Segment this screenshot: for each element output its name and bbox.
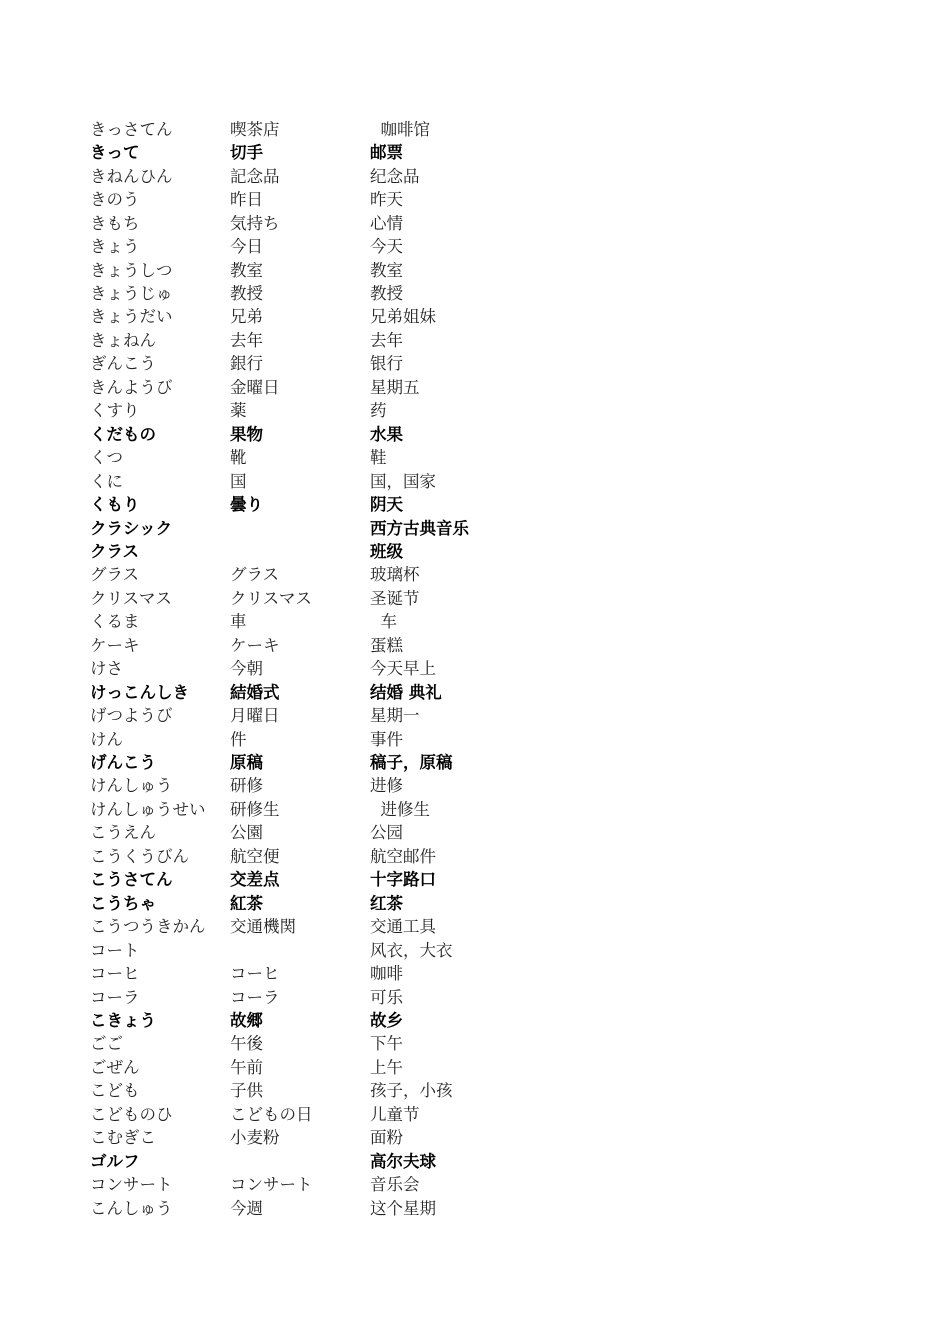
kana-cell: クラス (90, 541, 140, 561)
chinese-cell: 玻璃杯 (370, 565, 420, 585)
kana-cell: こむぎこ (90, 1128, 156, 1148)
chinese-cell: 咖啡馆 (370, 119, 430, 139)
kana-cell: きねんひん (90, 166, 173, 186)
kanji-cell: 教室 (230, 260, 263, 280)
kanji-cell: クリスマス (230, 588, 312, 608)
vocab-row (90, 631, 610, 654)
kanji-cell: ケーキ (230, 635, 280, 655)
vocab-row (90, 584, 610, 607)
chinese-cell: 十字路口 (370, 870, 436, 890)
kana-cell: こうえん (90, 823, 156, 843)
kanji-cell: 兄弟 (230, 307, 263, 327)
vocab-row (90, 1194, 610, 1217)
chinese-cell: 红茶 (370, 893, 403, 913)
kanji-cell: 銀行 (230, 354, 263, 374)
kana-cell: こきょう (90, 1010, 156, 1030)
vocab-row (90, 1170, 610, 1193)
chinese-cell: 这个星期 (370, 1198, 436, 1218)
kanji-cell: 曇り (230, 495, 263, 515)
chinese-cell: 公园 (370, 823, 403, 843)
kanji-cell: グラス (230, 565, 280, 585)
vocab-row (90, 842, 610, 865)
vocab-row (90, 725, 610, 748)
vocab-row (90, 232, 610, 255)
chinese-cell: 孩子，小孩 (370, 1081, 453, 1101)
vocab-row (90, 701, 610, 724)
kana-cell: こんしゅう (90, 1198, 173, 1218)
vocab-row (90, 350, 610, 373)
kanji-cell: 午後 (230, 1034, 263, 1054)
chinese-cell: 鞋 (370, 448, 387, 468)
vocab-row (90, 396, 610, 419)
kana-cell: げつようび (90, 706, 173, 726)
kana-cell: きょうだい (90, 307, 173, 327)
vocab-row (90, 748, 610, 771)
kanji-cell: 今朝 (230, 659, 263, 679)
vocab-row (90, 138, 610, 161)
kana-cell: けんしゅうせい (90, 799, 206, 819)
chinese-cell: 稿子，原稿 (370, 753, 453, 773)
kana-cell: けん (90, 729, 123, 749)
kana-cell: きょねん (90, 330, 156, 350)
kanji-cell: 金曜日 (230, 377, 280, 397)
chinese-cell: 面粉 (370, 1128, 403, 1148)
kana-cell: こうくうびん (90, 846, 189, 866)
vocab-row (90, 185, 610, 208)
vocab-row (90, 1053, 610, 1076)
vocab-row (90, 209, 610, 232)
kanji-cell: 月曜日 (230, 706, 280, 726)
chinese-cell: 咖啡 (370, 964, 403, 984)
chinese-cell: 阴天 (370, 495, 403, 515)
chinese-cell: 心情 (370, 213, 403, 233)
kana-cell: こどものひ (90, 1104, 173, 1124)
vocab-row (90, 959, 610, 982)
vocab-row (90, 162, 610, 185)
kana-cell: くもり (90, 495, 140, 515)
chinese-cell: 航空邮件 (370, 846, 436, 866)
kana-cell: けんしゅう (90, 776, 173, 796)
kana-cell: コンサート (90, 1175, 173, 1195)
chinese-cell: 交通工具 (370, 917, 436, 937)
vocab-row (90, 1006, 610, 1029)
chinese-cell: 下午 (370, 1034, 403, 1054)
chinese-cell: 星期五 (370, 377, 420, 397)
vocab-row (90, 912, 610, 935)
kana-cell: コート (90, 940, 140, 960)
kana-cell: きって (90, 143, 140, 163)
kanji-cell: コーラ (230, 987, 280, 1007)
kana-cell: くるま (90, 612, 140, 632)
chinese-cell: 进修生 (370, 799, 430, 819)
kana-cell: きょうしつ (90, 260, 173, 280)
kana-cell: こうつうきかん (90, 917, 206, 937)
kana-cell: ぎんこう (90, 354, 156, 374)
kana-cell: きもち (90, 213, 140, 233)
vocab-row (90, 1123, 610, 1146)
kanji-cell: コーヒ (230, 964, 280, 984)
chinese-cell: 上午 (370, 1057, 403, 1077)
kanji-cell: 今日 (230, 237, 263, 257)
kana-cell: ごご (90, 1034, 123, 1054)
chinese-cell: 结婚 典礼 (370, 682, 442, 702)
chinese-cell: 风衣，大衣 (370, 940, 453, 960)
kanji-cell: こどもの日 (230, 1104, 313, 1124)
chinese-cell: 蛋糕 (370, 635, 403, 655)
kanji-cell: 切手 (230, 143, 263, 163)
kana-cell: ゴルフ (90, 1151, 140, 1171)
kanji-cell: 小麦粉 (230, 1128, 280, 1148)
kana-cell: ケーキ (90, 635, 140, 655)
kana-cell: げんこう (90, 753, 156, 773)
chinese-cell: 星期一 (370, 706, 420, 726)
vocab-row (90, 795, 610, 818)
kanji-cell: 昨日 (230, 190, 263, 210)
kanji-cell: 国 (230, 471, 247, 491)
vocab-row (90, 420, 610, 443)
vocab-row (90, 467, 610, 490)
chinese-cell: 国，国家 (370, 471, 436, 491)
vocab-row (90, 537, 610, 560)
kanji-cell: 故郷 (230, 1010, 263, 1030)
vocab-row (90, 819, 610, 842)
kanji-cell: 交差点 (230, 870, 280, 890)
chinese-cell: 邮票 (370, 143, 403, 163)
kana-cell: くすり (90, 401, 140, 421)
kana-cell: くに (90, 471, 123, 491)
kanji-cell: 喫茶店 (230, 119, 280, 139)
kanji-cell: 結婚式 (230, 682, 280, 702)
vocab-row (90, 936, 610, 959)
vocab-row (90, 561, 610, 584)
kanji-cell: 研修 (230, 776, 263, 796)
kanji-cell: 薬 (230, 401, 247, 421)
chinese-cell: 事件 (370, 729, 403, 749)
kana-cell: ごぜん (90, 1057, 140, 1077)
vocab-row (90, 865, 610, 888)
chinese-cell: 去年 (370, 330, 403, 350)
kanji-cell: 教授 (230, 284, 263, 304)
vocab-row (90, 772, 610, 795)
vocab-row (90, 490, 610, 513)
chinese-cell: 儿童节 (370, 1104, 420, 1124)
kanji-cell: 交通機関 (230, 917, 296, 937)
kanji-cell: 気持ち (230, 213, 280, 233)
kanji-cell: コンサート (230, 1175, 313, 1195)
vocab-row (90, 1100, 610, 1123)
vocab-row (90, 1030, 610, 1053)
kanji-cell: 靴 (230, 448, 247, 468)
chinese-cell: 药 (370, 401, 387, 421)
vocab-row (90, 443, 610, 466)
chinese-cell: 可乐 (370, 987, 403, 1007)
vocab-row (90, 256, 610, 279)
vocab-row (90, 654, 610, 677)
kana-cell: きょう (90, 237, 140, 257)
kanji-cell: 航空便 (230, 846, 280, 866)
kana-cell: クリスマス (90, 588, 172, 608)
chinese-cell: 兄弟姐妹 (370, 307, 436, 327)
kanji-cell: 紅茶 (230, 893, 263, 913)
chinese-cell: 水果 (370, 424, 403, 444)
vocab-row (90, 1147, 610, 1170)
kanji-cell: 去年 (230, 330, 263, 350)
chinese-cell: 银行 (370, 354, 403, 374)
chinese-cell: 车 (370, 612, 397, 632)
vocab-row (90, 1076, 610, 1099)
vocab-row (90, 373, 610, 396)
kana-cell: クラシック (90, 518, 173, 538)
vocab-row (90, 678, 610, 701)
kana-cell: グラス (90, 565, 140, 585)
chinese-cell: 今天 (370, 237, 403, 257)
kana-cell: コーラ (90, 987, 140, 1007)
chinese-cell: 纪念品 (370, 166, 420, 186)
kana-cell: きょうじゅ (90, 284, 173, 304)
kanji-cell: 車 (230, 612, 247, 632)
kana-cell: きっさてん (90, 119, 173, 139)
vocab-row (90, 607, 610, 630)
kana-cell: けさ (90, 659, 123, 679)
chinese-cell: 音乐会 (370, 1175, 420, 1195)
kanji-cell: 件 (230, 729, 247, 749)
chinese-cell: 班级 (370, 541, 403, 561)
kanji-cell: 研修生 (230, 799, 280, 819)
vocab-row (90, 514, 610, 537)
chinese-cell: 教室 (370, 260, 403, 280)
vocab-row (90, 115, 610, 138)
kanji-cell: 原稿 (230, 753, 263, 773)
chinese-cell: 进修 (370, 776, 403, 796)
chinese-cell: 圣诞节 (370, 588, 420, 608)
vocab-row (90, 326, 610, 349)
kana-cell: くだもの (90, 424, 156, 444)
chinese-cell: 昨天 (370, 190, 403, 210)
vocab-row (90, 889, 610, 912)
chinese-cell: 故乡 (370, 1010, 403, 1030)
kana-cell: けっこんしき (90, 682, 189, 702)
vocab-row (90, 303, 610, 326)
kana-cell: くつ (90, 448, 123, 468)
chinese-cell: 西方古典音乐 (370, 518, 469, 538)
kana-cell: コーヒ (90, 964, 140, 984)
kanji-cell: 果物 (230, 424, 263, 444)
kana-cell: こども (90, 1081, 140, 1101)
kana-cell: こうちゃ (90, 893, 156, 913)
vocab-row (90, 279, 610, 302)
kana-cell: きのう (90, 190, 140, 210)
chinese-cell: 教授 (370, 284, 403, 304)
chinese-cell: 今天早上 (370, 659, 436, 679)
kanji-cell: 公園 (230, 823, 263, 843)
vocab-row (90, 983, 610, 1006)
chinese-cell: 高尔夫球 (370, 1151, 436, 1171)
kanji-cell: 今週 (230, 1198, 263, 1218)
kana-cell: きんようび (90, 377, 173, 397)
kanji-cell: 子供 (230, 1081, 263, 1101)
kana-cell: こうさてん (90, 870, 173, 890)
kanji-cell: 記念品 (230, 166, 280, 186)
kanji-cell: 午前 (230, 1057, 263, 1077)
